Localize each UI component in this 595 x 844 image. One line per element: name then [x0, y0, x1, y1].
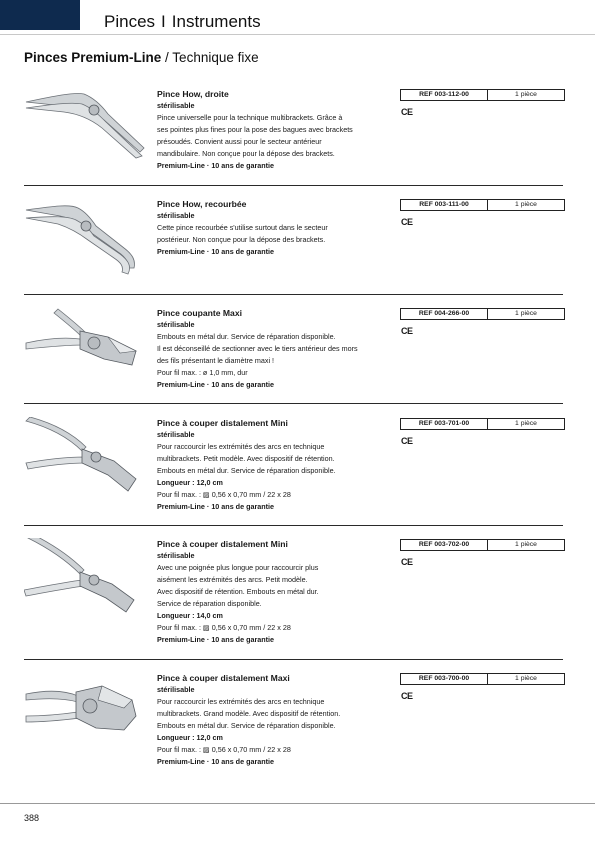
sterilizable-note: stérilisable [157, 320, 195, 329]
reference-box [400, 199, 565, 211]
header-subcategory: Instruments [171, 12, 261, 31]
wire-spec: Pour fil max. : ▨ 0,56 x 0,70 mm / 22 x 28 [157, 745, 291, 754]
reference-box [400, 418, 565, 430]
product-name: Pince How, recourbée [157, 199, 247, 209]
description-line: multibrackets. Grand modèle. Avec dispositif de rétention. [157, 709, 341, 718]
description-line: des fils présentant le diamètre maxi ! [157, 356, 275, 365]
sterilizable-note: stérilisable [157, 101, 195, 110]
product-name: Pince à couper distalement Maxi [157, 673, 290, 683]
pliers-image [24, 198, 150, 278]
description-line: Pour raccourcir les extrémités des arcs en technique [157, 697, 325, 706]
sterilizable-note: stérilisable [157, 685, 195, 694]
sterilizable-note: stérilisable [157, 211, 195, 220]
item-divider [24, 185, 563, 186]
description-line: Il est déconseillé de sectionner avec le tiers antérieur des mors [157, 344, 358, 353]
quantity: 1 pièce [515, 675, 537, 682]
description-line: Avec une poignée plus longue pour raccourcir plus [157, 563, 319, 572]
description-line: Service de réparation disponible. [157, 599, 262, 608]
header-divider [0, 34, 595, 35]
footer-divider [0, 803, 595, 804]
reference-box [400, 539, 565, 551]
product-name: Pince à couper distalement Mini [157, 418, 288, 428]
reference-code: REF 003-700-00 [401, 674, 488, 684]
sterilizable-note: stérilisable [157, 430, 195, 439]
pliers-image [24, 672, 150, 752]
product-name: Pince How, droite [157, 89, 229, 99]
length-spec: Longueur : 12,0 cm [157, 733, 223, 742]
page-number: 388 [24, 813, 40, 823]
length-spec: Longueur : 12,0 cm [157, 478, 223, 487]
item-divider [24, 403, 563, 404]
item-divider [24, 294, 563, 295]
warranty-note: Premium-Line · 10 ans de garantie [157, 161, 275, 170]
pliers-image [24, 88, 150, 168]
product-description [157, 198, 389, 258]
product-name: Pince coupante Maxi [157, 308, 243, 318]
description-line: Pour fil max. : ø 1,0 mm, dur [157, 368, 248, 377]
item-divider [24, 525, 563, 526]
description-line: multibrackets. Petit modèle. Avec dispositif de rétention. [157, 454, 335, 463]
quantity: 1 pièce [515, 310, 537, 317]
warranty-note: Premium-Line · 10 ans de garantie [157, 635, 275, 644]
warranty-note: Premium-Line · 10 ans de garantie [157, 757, 275, 766]
description-line: ses pointes plus fines pour la pose des bagues avec brackets [157, 125, 353, 134]
description-line: aisément les extrémités des arcs. Petit modèle. [157, 575, 308, 584]
sterilizable-note: stérilisable [157, 551, 195, 560]
pliers-image [24, 307, 150, 387]
wire-spec: Pour fil max. : ▨ 0,56 x 0,70 mm / 22 x 28 [157, 490, 291, 499]
product-description [157, 538, 389, 646]
description-line: présoudés. Convient aussi pour le secteur antérieur [157, 137, 322, 146]
item-divider [24, 659, 563, 660]
section-title-rest: / Technique fixe [161, 50, 259, 65]
description-line: Embouts en métal dur. Service de réparation disponible. [157, 332, 336, 341]
product-description [157, 307, 389, 391]
reference-code: REF 003-111-00 [401, 200, 488, 210]
description-line: Avec dispositif de rétention. Embouts en métal dur. [157, 587, 319, 596]
reference-code: REF 003-112-00 [401, 90, 488, 100]
description-line: Pince universelle pour la technique multibrackets. Grâce à [157, 113, 343, 122]
warranty-note: Premium-Line · 10 ans de garantie [157, 247, 275, 256]
reference-box [400, 308, 565, 320]
quantity: 1 pièce [515, 541, 537, 548]
description-line: Embouts en métal dur. Service de réparation disponible. [157, 721, 336, 730]
pliers-image [24, 417, 150, 497]
reference-box [400, 89, 565, 101]
quantity: 1 pièce [515, 201, 537, 208]
description-line: mandibulaire. Non conçue pour la dépose des brackets. [157, 149, 335, 158]
page-header [104, 12, 261, 32]
header-separator: I [161, 12, 166, 31]
ce-mark: CE [401, 107, 413, 117]
ce-mark: CE [401, 557, 413, 567]
section-title [24, 50, 259, 65]
description-line: Embouts en métal dur. Service de réparation disponible. [157, 466, 336, 475]
product-name: Pince à couper distalement Mini [157, 539, 288, 549]
brand-color-block [0, 0, 80, 30]
wire-spec: Pour fil max. : ▨ 0,56 x 0,70 mm / 22 x 28 [157, 623, 291, 632]
warranty-note: Premium-Line · 10 ans de garantie [157, 380, 275, 389]
ce-mark: CE [401, 217, 413, 227]
reference-box [400, 673, 565, 685]
quantity: 1 pièce [515, 91, 537, 98]
product-description [157, 672, 389, 768]
ce-mark: CE [401, 436, 413, 446]
reference-code: REF 003-702-00 [401, 540, 488, 550]
reference-code: REF 003-701-00 [401, 419, 488, 429]
ce-mark: CE [401, 691, 413, 701]
product-description [157, 88, 389, 172]
section-title-bold: Pinces Premium-Line [24, 50, 162, 65]
product-description [157, 417, 389, 513]
warranty-note: Premium-Line · 10 ans de garantie [157, 502, 275, 511]
description-line: postérieur. Non conçue pour la dépose des brackets. [157, 235, 326, 244]
header-category: Pinces [104, 12, 156, 31]
quantity: 1 pièce [515, 420, 537, 427]
description-line: Pour raccourcir les extrémités des arcs en technique [157, 442, 325, 451]
pliers-image [24, 538, 150, 618]
description-line: Cette pince recourbée s'utilise surtout dans le secteur [157, 223, 328, 232]
length-spec: Longueur : 14,0 cm [157, 611, 223, 620]
ce-mark: CE [401, 326, 413, 336]
reference-code: REF 004-266-00 [401, 309, 488, 319]
